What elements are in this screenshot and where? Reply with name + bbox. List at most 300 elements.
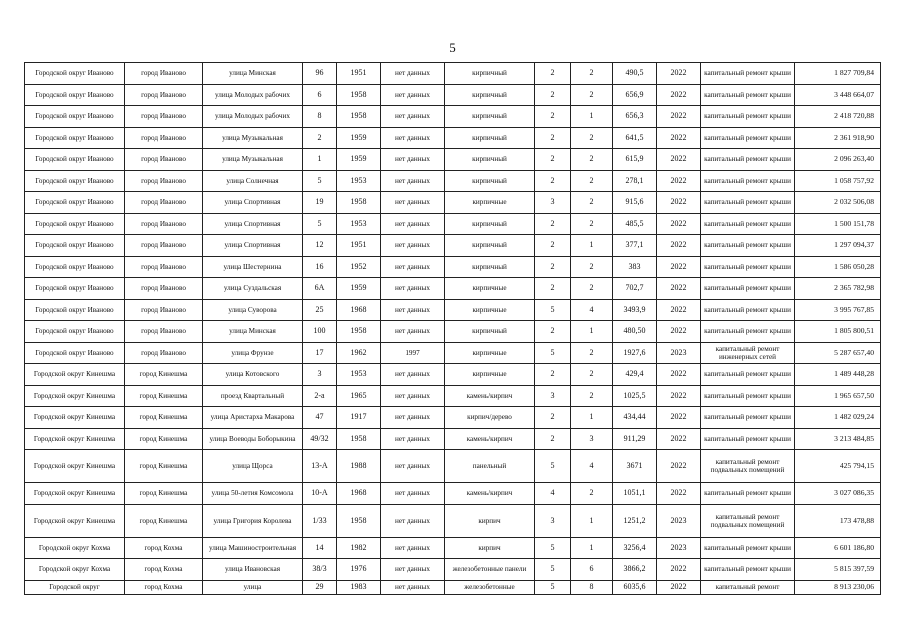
area-cell: 3866,2 xyxy=(613,559,657,581)
cost-cell: 1 965 657,50 xyxy=(795,385,881,407)
wall-material-cell: камень/кирпич xyxy=(445,428,535,450)
floors-cell: 5 xyxy=(535,559,571,581)
street-cell: улица Минская xyxy=(203,63,303,85)
wall-material-cell: кирпичный xyxy=(445,63,535,85)
entrances-cell: 1 xyxy=(571,321,613,343)
last-repair-cell: нет данных xyxy=(381,84,445,106)
entrances-cell: 1 xyxy=(571,106,613,128)
plan-year-cell: 2022 xyxy=(657,428,701,450)
area-cell: 656,9 xyxy=(613,84,657,106)
year-built-cell: 1917 xyxy=(337,407,381,429)
entrances-cell: 2 xyxy=(571,63,613,85)
table-row xyxy=(25,170,881,192)
okrug-cell: Городской округ Кинешма xyxy=(25,428,125,450)
cost-cell: 1 805 800,51 xyxy=(795,321,881,343)
last-repair-cell: нет данных xyxy=(381,235,445,257)
house-number-cell: 6 xyxy=(303,84,337,106)
entrances-cell: 2 xyxy=(571,364,613,386)
cost-cell: 2 361 918,90 xyxy=(795,127,881,149)
area-cell: 702,7 xyxy=(613,278,657,300)
work-type-cell: капитальный ремонт крыши xyxy=(701,407,795,429)
locality-cell: город Иваново xyxy=(125,63,203,85)
okrug-cell: Городской округ Кинешма xyxy=(25,364,125,386)
street-cell: улица Ивановская xyxy=(203,559,303,581)
cost-cell: 3 027 086,35 xyxy=(795,483,881,505)
year-built-cell: 1958 xyxy=(337,84,381,106)
area-cell: 3493,9 xyxy=(613,299,657,321)
wall-material-cell: кирпич xyxy=(445,504,535,537)
year-built-cell: 1976 xyxy=(337,559,381,581)
work-type-cell: капитальный ремонт крыши xyxy=(701,170,795,192)
work-type-cell: капитальный ремонт крыши xyxy=(701,364,795,386)
last-repair-cell: нет данных xyxy=(381,483,445,505)
house-number-cell: 13-А xyxy=(303,450,337,483)
cost-cell: 2 032 506,08 xyxy=(795,192,881,214)
house-number-cell: 6А xyxy=(303,278,337,300)
wall-material-cell: кирпичный xyxy=(445,321,535,343)
okrug-cell: Городской округ Иваново xyxy=(25,321,125,343)
entrances-cell: 1 xyxy=(571,235,613,257)
house-number-cell: 96 xyxy=(303,63,337,85)
table-row xyxy=(25,504,881,537)
entrances-cell: 1 xyxy=(571,504,613,537)
table-row xyxy=(25,537,881,559)
year-built-cell: 1968 xyxy=(337,299,381,321)
house-number-cell: 49/32 xyxy=(303,428,337,450)
locality-cell: город Кохма xyxy=(125,559,203,581)
page-number: 5 xyxy=(449,40,456,55)
area-cell: 656,3 xyxy=(613,106,657,128)
year-built-cell: 1953 xyxy=(337,213,381,235)
table-row xyxy=(25,106,881,128)
plan-year-cell: 2022 xyxy=(657,278,701,300)
work-type-cell: капитальный ремонт инженерных сетей xyxy=(701,342,795,364)
last-repair-cell: нет данных xyxy=(381,428,445,450)
cost-cell: 3 995 767,85 xyxy=(795,299,881,321)
entrances-cell: 2 xyxy=(571,84,613,106)
cost-cell: 1 586 050,28 xyxy=(795,256,881,278)
cost-cell: 2 096 263,40 xyxy=(795,149,881,171)
okrug-cell: Городской округ Кинешма xyxy=(25,504,125,537)
plan-year-cell: 2022 xyxy=(657,407,701,429)
house-number-cell: 3 xyxy=(303,364,337,386)
last-repair-cell: нет данных xyxy=(381,106,445,128)
floors-cell: 2 xyxy=(535,149,571,171)
year-built-cell: 1958 xyxy=(337,321,381,343)
area-cell: 490,5 xyxy=(613,63,657,85)
street-cell: улица Аристарха Макарова xyxy=(203,407,303,429)
entrances-cell: 3 xyxy=(571,428,613,450)
floors-cell: 3 xyxy=(535,192,571,214)
table-row xyxy=(25,483,881,505)
house-number-cell: 10-А xyxy=(303,483,337,505)
last-repair-cell: нет данных xyxy=(381,407,445,429)
okrug-cell: Городской округ Иваново xyxy=(25,299,125,321)
locality-cell: город Иваново xyxy=(125,149,203,171)
work-type-cell: капитальный ремонт крыши xyxy=(701,278,795,300)
last-repair-cell: нет данных xyxy=(381,385,445,407)
locality-cell: город Кинешма xyxy=(125,483,203,505)
cost-cell: 8 913 230,06 xyxy=(795,580,881,594)
okrug-cell: Городской округ Иваново xyxy=(25,213,125,235)
year-built-cell: 1953 xyxy=(337,170,381,192)
last-repair-cell: нет данных xyxy=(381,321,445,343)
cost-cell: 1 827 709,84 xyxy=(795,63,881,85)
work-type-cell: капитальный ремонт крыши xyxy=(701,106,795,128)
floors-cell: 2 xyxy=(535,364,571,386)
street-cell: улица Музыкальная xyxy=(203,127,303,149)
table-row xyxy=(25,342,881,364)
table-row xyxy=(25,127,881,149)
area-cell: 915,6 xyxy=(613,192,657,214)
work-type-cell: капитальный ремонт крыши xyxy=(701,84,795,106)
street-cell: улица Григория Королева xyxy=(203,504,303,537)
okrug-cell: Городской округ Иваново xyxy=(25,278,125,300)
wall-material-cell: кирпичный xyxy=(445,256,535,278)
work-type-cell: капитальный ремонт крыши xyxy=(701,537,795,559)
cost-cell: 5 815 397,59 xyxy=(795,559,881,581)
plan-year-cell: 2022 xyxy=(657,235,701,257)
okrug-cell: Городской округ Иваново xyxy=(25,192,125,214)
floors-cell: 2 xyxy=(535,127,571,149)
area-cell: 1025,5 xyxy=(613,385,657,407)
plan-year-cell: 2022 xyxy=(657,385,701,407)
street-cell: улица Котовского xyxy=(203,364,303,386)
house-number-cell: 1/33 xyxy=(303,504,337,537)
street-cell: улица xyxy=(203,580,303,594)
locality-cell: город Кинешма xyxy=(125,450,203,483)
house-number-cell: 8 xyxy=(303,106,337,128)
wall-material-cell: железобетонные xyxy=(445,580,535,594)
area-cell: 434,44 xyxy=(613,407,657,429)
wall-material-cell: кирпичные xyxy=(445,299,535,321)
work-type-cell: капитальный ремонт крыши xyxy=(701,192,795,214)
floors-cell: 2 xyxy=(535,170,571,192)
okrug-cell: Городской округ Иваново xyxy=(25,256,125,278)
okrug-cell: Городской округ Кинешма xyxy=(25,385,125,407)
okrug-cell: Городской округ Кохма xyxy=(25,537,125,559)
work-type-cell: капитальный ремонт xyxy=(701,580,795,594)
wall-material-cell: железобетонные панели xyxy=(445,559,535,581)
table-row xyxy=(25,580,881,594)
floors-cell: 2 xyxy=(535,84,571,106)
locality-cell: город Иваново xyxy=(125,192,203,214)
street-cell: улица Фрунзе xyxy=(203,342,303,364)
last-repair-cell: нет данных xyxy=(381,450,445,483)
work-type-cell: капитальный ремонт крыши xyxy=(701,256,795,278)
year-built-cell: 1965 xyxy=(337,385,381,407)
plan-year-cell: 2022 xyxy=(657,170,701,192)
table-row xyxy=(25,278,881,300)
house-number-cell: 47 xyxy=(303,407,337,429)
wall-material-cell: кирпичные xyxy=(445,192,535,214)
table-row xyxy=(25,299,881,321)
floors-cell: 2 xyxy=(535,213,571,235)
locality-cell: город Иваново xyxy=(125,256,203,278)
entrances-cell: 8 xyxy=(571,580,613,594)
table-row xyxy=(25,213,881,235)
plan-year-cell: 2022 xyxy=(657,63,701,85)
plan-year-cell: 2022 xyxy=(657,106,701,128)
year-built-cell: 1958 xyxy=(337,428,381,450)
work-type-cell: капитальный ремонт крыши xyxy=(701,385,795,407)
okrug-cell: Городской округ Кохма xyxy=(25,559,125,581)
entrances-cell: 6 xyxy=(571,559,613,581)
table-row xyxy=(25,84,881,106)
locality-cell: город Иваново xyxy=(125,321,203,343)
last-repair-cell: нет данных xyxy=(381,559,445,581)
year-built-cell: 1983 xyxy=(337,580,381,594)
locality-cell: город Иваново xyxy=(125,127,203,149)
wall-material-cell: кирпичные xyxy=(445,342,535,364)
locality-cell: город Кинешма xyxy=(125,504,203,537)
table-row xyxy=(25,364,881,386)
cost-cell: 1 297 094,37 xyxy=(795,235,881,257)
entrances-cell: 1 xyxy=(571,407,613,429)
entrances-cell: 2 xyxy=(571,385,613,407)
floors-cell: 2 xyxy=(535,407,571,429)
cost-cell: 173 478,88 xyxy=(795,504,881,537)
wall-material-cell: камень/кирпич xyxy=(445,483,535,505)
house-number-cell: 14 xyxy=(303,537,337,559)
street-cell: улица Щорса xyxy=(203,450,303,483)
work-type-cell: капитальный ремонт подвальных помещений xyxy=(701,504,795,537)
locality-cell: город Кохма xyxy=(125,580,203,594)
floors-cell: 2 xyxy=(535,235,571,257)
entrances-cell: 4 xyxy=(571,450,613,483)
okrug-cell: Городской округ Иваново xyxy=(25,127,125,149)
area-cell: 3256,4 xyxy=(613,537,657,559)
cost-cell: 1 482 029,24 xyxy=(795,407,881,429)
area-cell: 429,4 xyxy=(613,364,657,386)
wall-material-cell: кирпич/дерево xyxy=(445,407,535,429)
okrug-cell: Городской округ Иваново xyxy=(25,170,125,192)
floors-cell: 5 xyxy=(535,342,571,364)
house-number-cell: 25 xyxy=(303,299,337,321)
area-cell: 383 xyxy=(613,256,657,278)
house-number-cell: 5 xyxy=(303,213,337,235)
wall-material-cell: панельный xyxy=(445,450,535,483)
okrug-cell: Городской округ Иваново xyxy=(25,84,125,106)
work-type-cell: капитальный ремонт крыши xyxy=(701,213,795,235)
year-built-cell: 1988 xyxy=(337,450,381,483)
work-type-cell: капитальный ремонт крыши xyxy=(701,127,795,149)
work-type-cell: капитальный ремонт крыши xyxy=(701,321,795,343)
locality-cell: город Кинешма xyxy=(125,364,203,386)
locality-cell: город Кохма xyxy=(125,537,203,559)
cost-cell: 2 418 720,88 xyxy=(795,106,881,128)
work-type-cell: капитальный ремонт крыши xyxy=(701,483,795,505)
year-built-cell: 1951 xyxy=(337,235,381,257)
entrances-cell: 1 xyxy=(571,537,613,559)
house-number-cell: 100 xyxy=(303,321,337,343)
cost-cell: 5 287 657,40 xyxy=(795,342,881,364)
plan-year-cell: 2022 xyxy=(657,321,701,343)
last-repair-cell: нет данных xyxy=(381,537,445,559)
wall-material-cell: кирпичные xyxy=(445,278,535,300)
street-cell: улица Солнечная xyxy=(203,170,303,192)
entrances-cell: 4 xyxy=(571,299,613,321)
locality-cell: город Иваново xyxy=(125,235,203,257)
table-row xyxy=(25,450,881,483)
plan-year-cell: 2022 xyxy=(657,364,701,386)
locality-cell: город Иваново xyxy=(125,213,203,235)
table-row xyxy=(25,559,881,581)
table-row xyxy=(25,149,881,171)
floors-cell: 2 xyxy=(535,428,571,450)
table-row xyxy=(25,63,881,85)
locality-cell: город Иваново xyxy=(125,170,203,192)
locality-cell: город Кинешма xyxy=(125,385,203,407)
street-cell: улица Спортивная xyxy=(203,213,303,235)
house-number-cell: 38/3 xyxy=(303,559,337,581)
okrug-cell: Городской округ Иваново xyxy=(25,63,125,85)
cost-cell: 3 213 484,85 xyxy=(795,428,881,450)
floors-cell: 3 xyxy=(535,504,571,537)
wall-material-cell: кирпич xyxy=(445,537,535,559)
plan-year-cell: 2022 xyxy=(657,127,701,149)
house-number-cell: 29 xyxy=(303,580,337,594)
floors-cell: 3 xyxy=(535,385,571,407)
area-cell: 1051,1 xyxy=(613,483,657,505)
house-number-cell: 19 xyxy=(303,192,337,214)
plan-year-cell: 2022 xyxy=(657,483,701,505)
last-repair-cell: нет данных xyxy=(381,63,445,85)
floors-cell: 5 xyxy=(535,580,571,594)
street-cell: улица Молодых рабочих xyxy=(203,84,303,106)
entrances-cell: 2 xyxy=(571,170,613,192)
last-repair-cell: 1997 xyxy=(381,342,445,364)
last-repair-cell: нет данных xyxy=(381,149,445,171)
cost-cell: 1 489 448,28 xyxy=(795,364,881,386)
street-cell: улица Спортивная xyxy=(203,192,303,214)
wall-material-cell: кирпичный xyxy=(445,106,535,128)
cost-cell: 2 365 782,98 xyxy=(795,278,881,300)
table-row xyxy=(25,256,881,278)
wall-material-cell: кирпичный xyxy=(445,84,535,106)
cost-cell: 1 058 757,92 xyxy=(795,170,881,192)
okrug-cell: Городской округ Кинешма xyxy=(25,483,125,505)
entrances-cell: 2 xyxy=(571,342,613,364)
last-repair-cell: нет данных xyxy=(381,278,445,300)
last-repair-cell: нет данных xyxy=(381,504,445,537)
cost-cell: 3 448 664,07 xyxy=(795,84,881,106)
floors-cell: 2 xyxy=(535,321,571,343)
year-built-cell: 1968 xyxy=(337,483,381,505)
last-repair-cell: нет данных xyxy=(381,127,445,149)
last-repair-cell: нет данных xyxy=(381,213,445,235)
year-built-cell: 1959 xyxy=(337,278,381,300)
last-repair-cell: нет данных xyxy=(381,299,445,321)
okrug-cell: Городской округ Иваново xyxy=(25,342,125,364)
floors-cell: 5 xyxy=(535,450,571,483)
work-type-cell: капитальный ремонт крыши xyxy=(701,63,795,85)
work-type-cell: капитальный ремонт крыши xyxy=(701,299,795,321)
locality-cell: город Иваново xyxy=(125,106,203,128)
floors-cell: 2 xyxy=(535,278,571,300)
street-cell: улица Суворова xyxy=(203,299,303,321)
table-row xyxy=(25,321,881,343)
wall-material-cell: камень/кирпич xyxy=(445,385,535,407)
plan-year-cell: 2023 xyxy=(657,342,701,364)
street-cell: улица Минская xyxy=(203,321,303,343)
area-cell: 377,1 xyxy=(613,235,657,257)
year-built-cell: 1958 xyxy=(337,192,381,214)
wall-material-cell: кирпичные xyxy=(445,364,535,386)
last-repair-cell: нет данных xyxy=(381,170,445,192)
last-repair-cell: нет данных xyxy=(381,580,445,594)
wall-material-cell: кирпичный xyxy=(445,127,535,149)
cost-cell: 6 601 186,80 xyxy=(795,537,881,559)
okrug-cell: Городской округ Иваново xyxy=(25,235,125,257)
work-type-cell: капитальный ремонт крыши xyxy=(701,149,795,171)
area-cell: 1251,2 xyxy=(613,504,657,537)
year-built-cell: 1958 xyxy=(337,106,381,128)
entrances-cell: 2 xyxy=(571,483,613,505)
street-cell: улица 50-летия Комсомола xyxy=(203,483,303,505)
year-built-cell: 1959 xyxy=(337,149,381,171)
locality-cell: город Кинешма xyxy=(125,428,203,450)
last-repair-cell: нет данных xyxy=(381,364,445,386)
street-cell: улица Машиностроительная xyxy=(203,537,303,559)
plan-year-cell: 2022 xyxy=(657,580,701,594)
area-cell: 6035,6 xyxy=(613,580,657,594)
plan-year-cell: 2023 xyxy=(657,504,701,537)
year-built-cell: 1962 xyxy=(337,342,381,364)
year-built-cell: 1959 xyxy=(337,127,381,149)
area-cell: 485,5 xyxy=(613,213,657,235)
floors-cell: 5 xyxy=(535,299,571,321)
entrances-cell: 2 xyxy=(571,256,613,278)
year-built-cell: 1951 xyxy=(337,63,381,85)
entrances-cell: 2 xyxy=(571,192,613,214)
entrances-cell: 2 xyxy=(571,278,613,300)
okrug-cell: Городской округ Кинешма xyxy=(25,407,125,429)
work-type-cell: капитальный ремонт крыши xyxy=(701,428,795,450)
plan-year-cell: 2022 xyxy=(657,256,701,278)
street-cell: улица Музыкальная xyxy=(203,149,303,171)
street-cell: улица Воеводы Боборыкина xyxy=(203,428,303,450)
area-cell: 615,9 xyxy=(613,149,657,171)
area-cell: 278,1 xyxy=(613,170,657,192)
floors-cell: 2 xyxy=(535,256,571,278)
floors-cell: 5 xyxy=(535,537,571,559)
house-number-cell: 12 xyxy=(303,235,337,257)
work-type-cell: капитальный ремонт подвальных помещений xyxy=(701,450,795,483)
okrug-cell: Городской округ xyxy=(25,580,125,594)
okrug-cell: Городской округ Иваново xyxy=(25,106,125,128)
entrances-cell: 2 xyxy=(571,149,613,171)
house-number-cell: 17 xyxy=(303,342,337,364)
locality-cell: город Иваново xyxy=(125,84,203,106)
table-row xyxy=(25,385,881,407)
table-row xyxy=(25,407,881,429)
plan-year-cell: 2022 xyxy=(657,84,701,106)
plan-year-cell: 2022 xyxy=(657,450,701,483)
cost-cell: 1 500 151,78 xyxy=(795,213,881,235)
housing-repair-table xyxy=(24,62,881,595)
street-cell: улица Суздальская xyxy=(203,278,303,300)
street-cell: проезд Квартальный xyxy=(203,385,303,407)
year-built-cell: 1952 xyxy=(337,256,381,278)
area-cell: 3671 xyxy=(613,450,657,483)
locality-cell: город Иваново xyxy=(125,278,203,300)
street-cell: улица Шестернина xyxy=(203,256,303,278)
table-row xyxy=(25,235,881,257)
street-cell: улица Спортивная xyxy=(203,235,303,257)
plan-year-cell: 2022 xyxy=(657,149,701,171)
okrug-cell: Городской округ Иваново xyxy=(25,149,125,171)
